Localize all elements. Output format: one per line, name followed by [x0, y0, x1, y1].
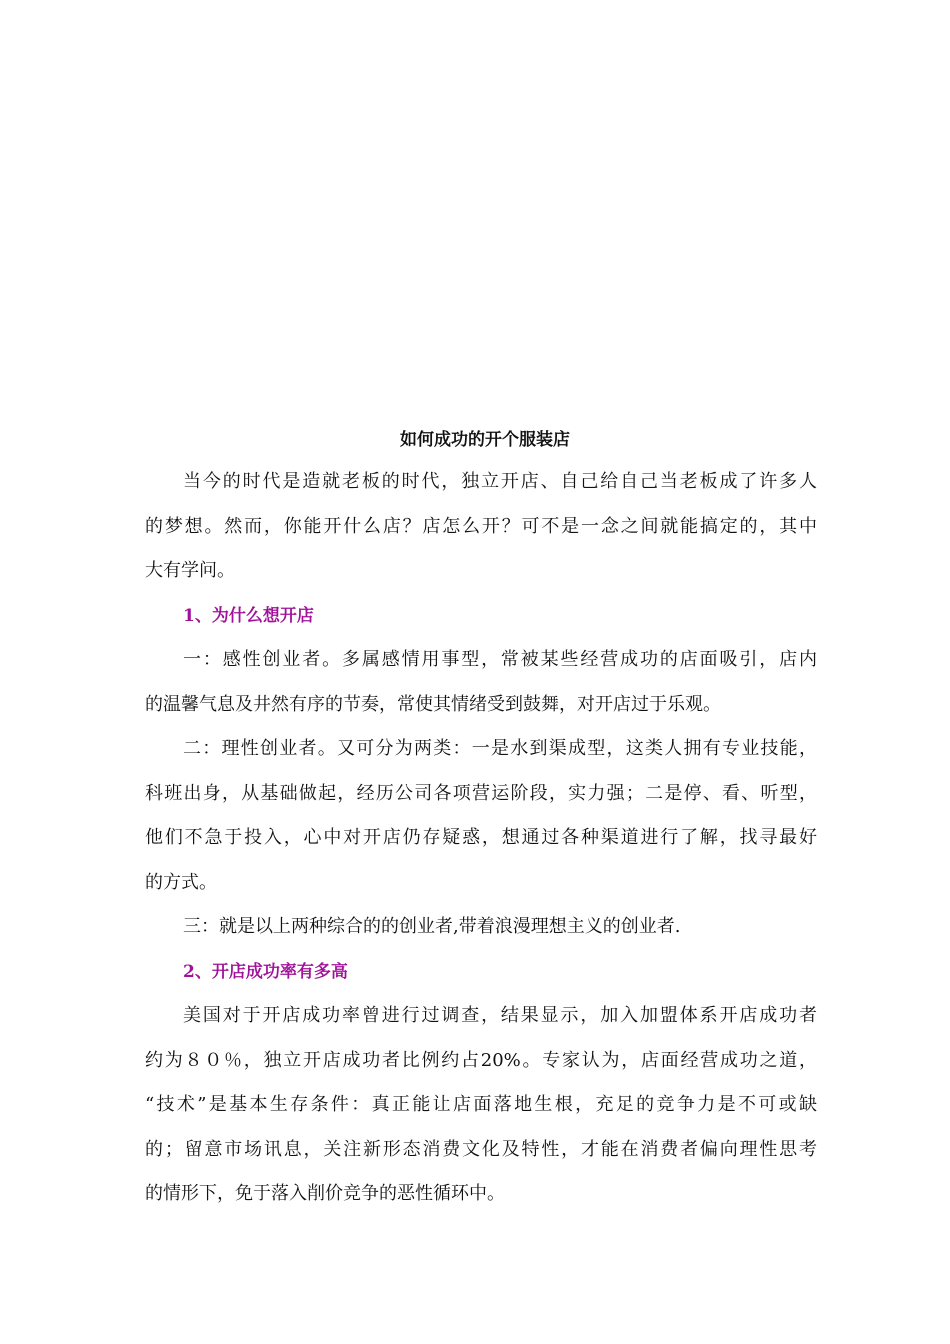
document-page — [145, 426, 817, 1217]
paragraph-combined-founder — [145, 905, 817, 950]
paragraph-line: 美国对于开店成功率曾进行过调查，结果显示，加入加盟体系开店成功者 — [183, 1005, 817, 1026]
paragraph-line: 的情形下，免于落入削价竞争的恶性循环中。 — [145, 1183, 505, 1204]
paragraph-rational-founder — [145, 727, 817, 905]
paragraph-line: 二：理性创业者。又可分为两类：一是水到渠成型，这类人拥有专业技能， — [183, 738, 817, 759]
paragraph-line: 大有学问。 — [145, 560, 235, 581]
paragraph-emotional-founder — [145, 638, 817, 727]
document-title: 如何成功的开个服装店 — [400, 430, 570, 450]
paragraph-intro — [145, 460, 817, 594]
paragraph-line: 一：感性创业者。多属感情用事型，常被某些经营成功的店面吸引，店内 — [183, 649, 817, 670]
section-heading-1: 1、为什么想开店 — [183, 605, 314, 626]
paragraph-success-rate — [145, 994, 817, 1217]
paragraph-line: 的梦想。然而，你能开什么店？店怎么开？可不是一念之间就能搞定的，其中 — [145, 515, 817, 537]
paragraph-line: 的方式。 — [145, 871, 217, 893]
paragraph-line: 的；留意市场讯息，关注新形态消费文化及特性，才能在消费者偏向理性思考 — [145, 1138, 817, 1160]
paragraph-line: 他们不急于投入，心中对开店仍存疑惑，想通过各种渠道进行了解，找寻最好 — [145, 827, 817, 848]
section-heading-2: 2、开店成功率有多高 — [183, 961, 348, 982]
paragraph-line: “技术”是基本生存条件：真正能让店面落地生根，充足的竞争力是不可或缺 — [145, 1094, 817, 1115]
paragraph-line: 的温馨气息及井然有序的节奏，常使其情绪受到鼓舞，对开店过于乐观。 — [145, 693, 721, 715]
paragraph-line: 科班出身，从基础做起，经历公司各项营运阶段，实力强；二是停、看、听型， — [145, 782, 817, 804]
paragraph-line: 约为８０％，独立开店成功者比例约占20%。专家认为，店面经营成功之道， — [145, 1049, 817, 1071]
paragraph-line: 当今的时代是造就老板的时代，独立开店、自己给自己当老板成了许多人 — [183, 471, 817, 492]
paragraph-line: 三：就是以上两种综合的的创业者,带着浪漫理想主义的创业者. — [183, 916, 681, 937]
